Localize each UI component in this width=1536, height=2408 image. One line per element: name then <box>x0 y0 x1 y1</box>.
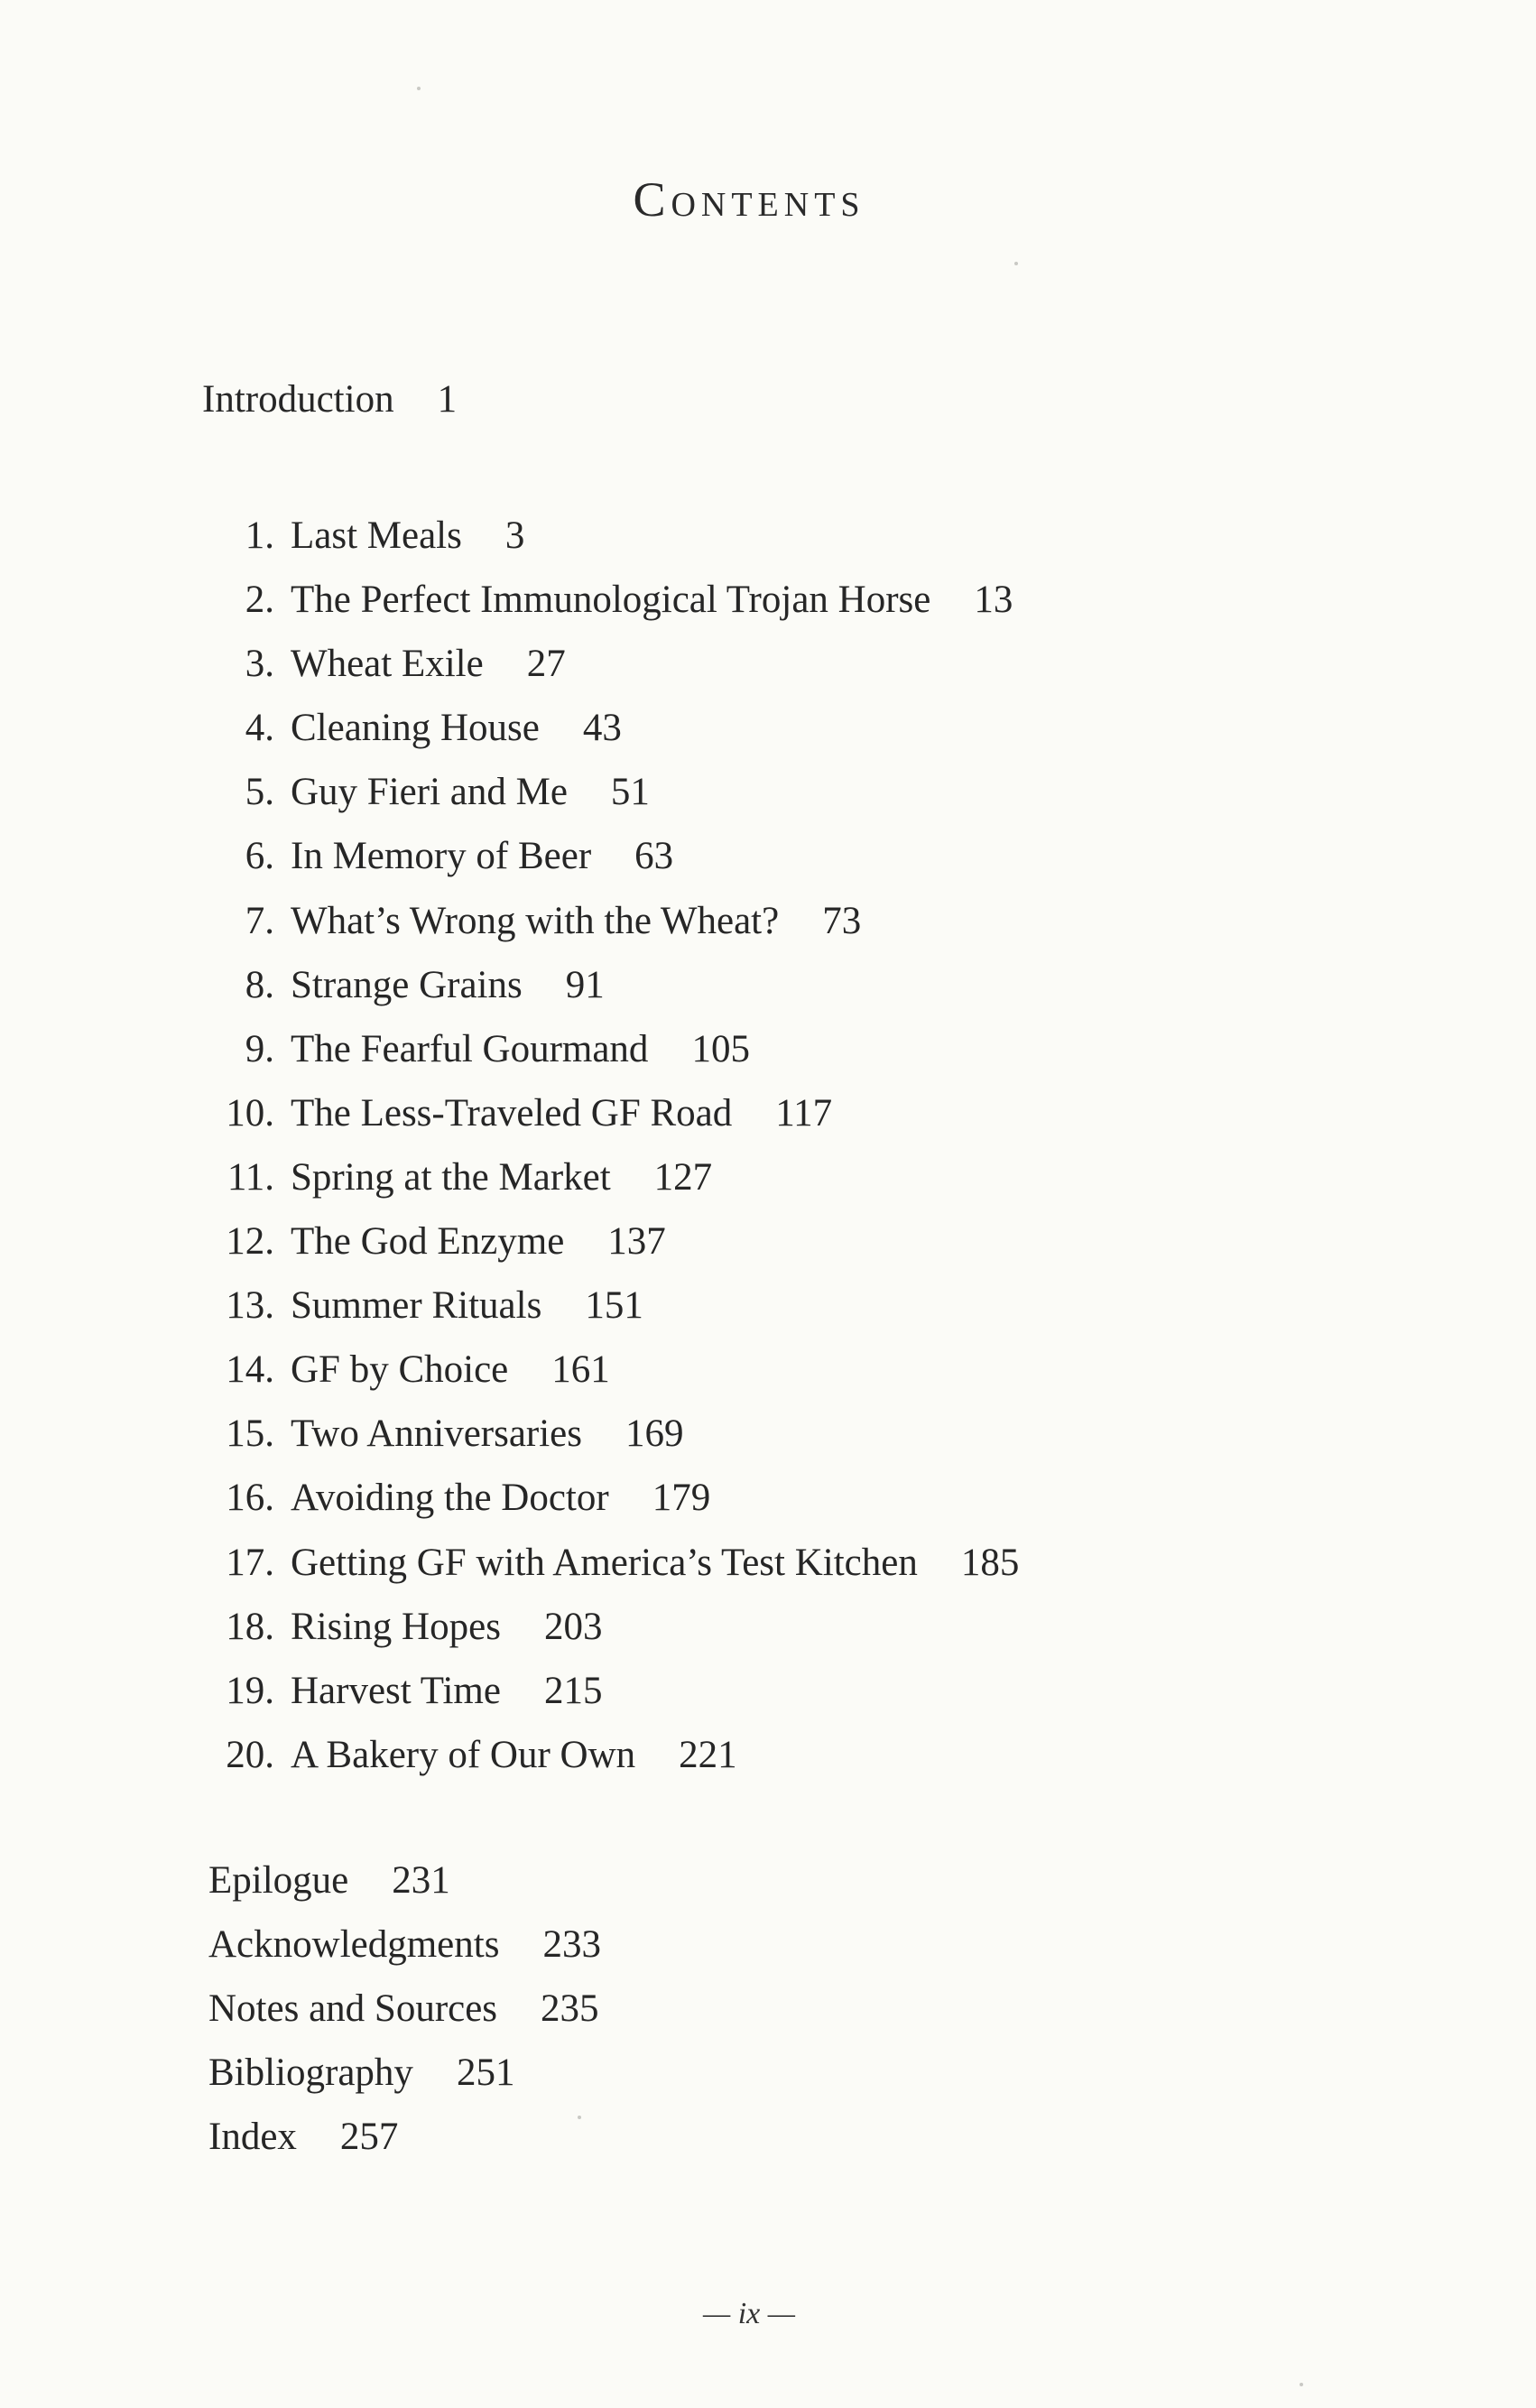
toc-chapter-entry <box>200 632 1019 696</box>
toc-chapter-entry <box>200 953 1019 1017</box>
chapter-page: 215 <box>543 1669 603 1712</box>
chapter-page: 3 <box>504 514 525 557</box>
toc-chapter-entry <box>200 696 1019 760</box>
toc-chapter-entry <box>200 1017 1019 1081</box>
chapter-title: The Less-Traveled GF Road <box>291 1091 733 1135</box>
paper-speck <box>1300 2383 1303 2386</box>
toc-chapter-entry <box>200 760 1019 824</box>
chapter-title: Cleaning House <box>291 707 540 750</box>
chapter-page: 51 <box>610 771 650 814</box>
chapter-number: 4. <box>245 707 274 750</box>
toc-back-matter-entry <box>208 1913 601 1977</box>
chapter-title: The Perfect Immunological Trojan Horse <box>291 579 931 622</box>
chapter-title: Wheat Exile <box>291 643 484 686</box>
toc-chapter-entry <box>200 1659 1019 1723</box>
chapter-number: 1. <box>245 514 274 557</box>
chapter-page: 73 <box>822 899 862 942</box>
back-matter-page: 257 <box>339 2116 399 2159</box>
toc-introduction <box>202 377 457 421</box>
chapter-number: 16. <box>226 1477 274 1520</box>
chapter-page: 221 <box>679 1733 737 1776</box>
toc-entry-page: 1 <box>437 378 458 421</box>
chapter-title: Last Meals <box>291 514 462 557</box>
chapter-number: 10. <box>226 1091 274 1135</box>
chapter-number: 13. <box>226 1284 274 1328</box>
chapter-title: Avoiding the Doctor <box>291 1477 609 1520</box>
toc-chapter-entry <box>200 1723 1019 1787</box>
toc-chapter-entry <box>200 1595 1019 1659</box>
toc-back-matter-entry <box>208 2041 601 2105</box>
chapter-number: 8. <box>245 963 274 1006</box>
toc-chapter-entry <box>200 1145 1019 1209</box>
chapter-title: Spring at the Market <box>291 1155 611 1199</box>
toc-chapter-entry <box>200 1466 1019 1530</box>
page-title: Contents <box>633 172 865 227</box>
chapter-page: 151 <box>585 1284 643 1328</box>
page-folio: — ix — <box>703 2297 795 2330</box>
back-matter-title: Epilogue <box>208 1859 349 1902</box>
toc-chapter-entry <box>200 1209 1019 1273</box>
chapter-page: 117 <box>775 1091 833 1135</box>
toc-chapter-entry <box>200 1081 1019 1145</box>
chapter-number: 11. <box>227 1155 274 1199</box>
back-matter-title: Index <box>208 2116 297 2159</box>
chapter-title: A Bakery of Our Own <box>291 1733 636 1776</box>
chapter-page: 185 <box>960 1541 1020 1584</box>
paper-speck <box>578 2116 581 2119</box>
chapter-page: 13 <box>974 579 1013 622</box>
chapter-number: 19. <box>226 1669 274 1712</box>
chapter-number: 17. <box>226 1541 274 1584</box>
chapter-title: Harvest Time <box>291 1669 501 1712</box>
back-matter-page: 235 <box>541 1987 599 2031</box>
toc-chapter-entry <box>200 568 1019 632</box>
chapter-title: In Memory of Beer <box>291 835 592 878</box>
chapter-number: 9. <box>245 1027 274 1070</box>
chapter-title: The Fearful Gourmand <box>291 1027 649 1070</box>
chapter-title: Strange Grains <box>291 963 523 1006</box>
chapter-page: 169 <box>625 1412 684 1456</box>
toc-chapter-entry <box>200 1531 1019 1595</box>
chapter-title: GF by Choice <box>291 1348 509 1392</box>
chapter-page: 137 <box>607 1220 666 1264</box>
back-matter-page: 231 <box>392 1859 450 1902</box>
chapter-number: 2. <box>245 579 274 622</box>
chapter-title: The God Enzyme <box>291 1220 565 1264</box>
toc-back-matter-entry <box>208 1977 601 2041</box>
chapter-number: 20. <box>226 1733 274 1776</box>
chapter-title: Two Anniversaries <box>291 1412 583 1456</box>
toc-chapter-entry <box>200 1273 1019 1338</box>
toc-chapter-entry <box>200 1338 1019 1402</box>
chapter-title: Getting GF with America’s Test Kitchen <box>291 1541 918 1584</box>
chapter-page: 161 <box>551 1348 610 1392</box>
chapter-title: Summer Rituals <box>291 1284 542 1328</box>
chapter-list <box>200 504 1019 1787</box>
chapter-number: 18. <box>226 1605 274 1648</box>
toc-chapter-entry <box>200 824 1019 888</box>
chapter-number: 7. <box>245 899 274 942</box>
paper-speck <box>417 87 421 90</box>
chapter-number: 6. <box>245 835 274 878</box>
chapter-title: Guy Fieri and Me <box>291 771 568 814</box>
toc-entry-title: Introduction <box>202 378 394 421</box>
back-matter-page: 233 <box>542 1923 601 1967</box>
back-matter-title: Notes and Sources <box>208 1987 498 2031</box>
chapter-title: Rising Hopes <box>291 1605 501 1648</box>
toc-chapter-entry <box>200 889 1019 953</box>
back-matter-page: 251 <box>456 2051 515 2095</box>
chapter-page: 203 <box>543 1605 603 1648</box>
toc-back-matter-entry <box>208 1848 601 1913</box>
chapter-number: 14. <box>226 1348 274 1392</box>
chapter-number: 15. <box>226 1412 274 1456</box>
back-matter-list <box>208 1848 601 2169</box>
chapter-page: 63 <box>634 835 674 878</box>
toc-chapter-entry <box>200 504 1019 568</box>
paper-speck <box>1014 262 1018 265</box>
back-matter-title: Acknowledgments <box>208 1923 500 1967</box>
chapter-page: 27 <box>526 643 566 686</box>
chapter-number: 3. <box>245 643 274 686</box>
chapter-number: 12. <box>226 1220 274 1264</box>
chapter-page: 105 <box>691 1027 750 1070</box>
chapter-page: 127 <box>653 1155 713 1199</box>
chapter-page: 91 <box>565 963 605 1006</box>
chapter-page: 179 <box>652 1477 711 1520</box>
toc-chapter-entry <box>200 1402 1019 1466</box>
chapter-number: 5. <box>245 771 274 814</box>
back-matter-title: Bibliography <box>208 2051 413 2095</box>
toc-back-matter-entry <box>208 2105 601 2169</box>
chapter-page: 43 <box>582 707 622 750</box>
chapter-title: What’s Wrong with the Wheat? <box>291 899 780 942</box>
